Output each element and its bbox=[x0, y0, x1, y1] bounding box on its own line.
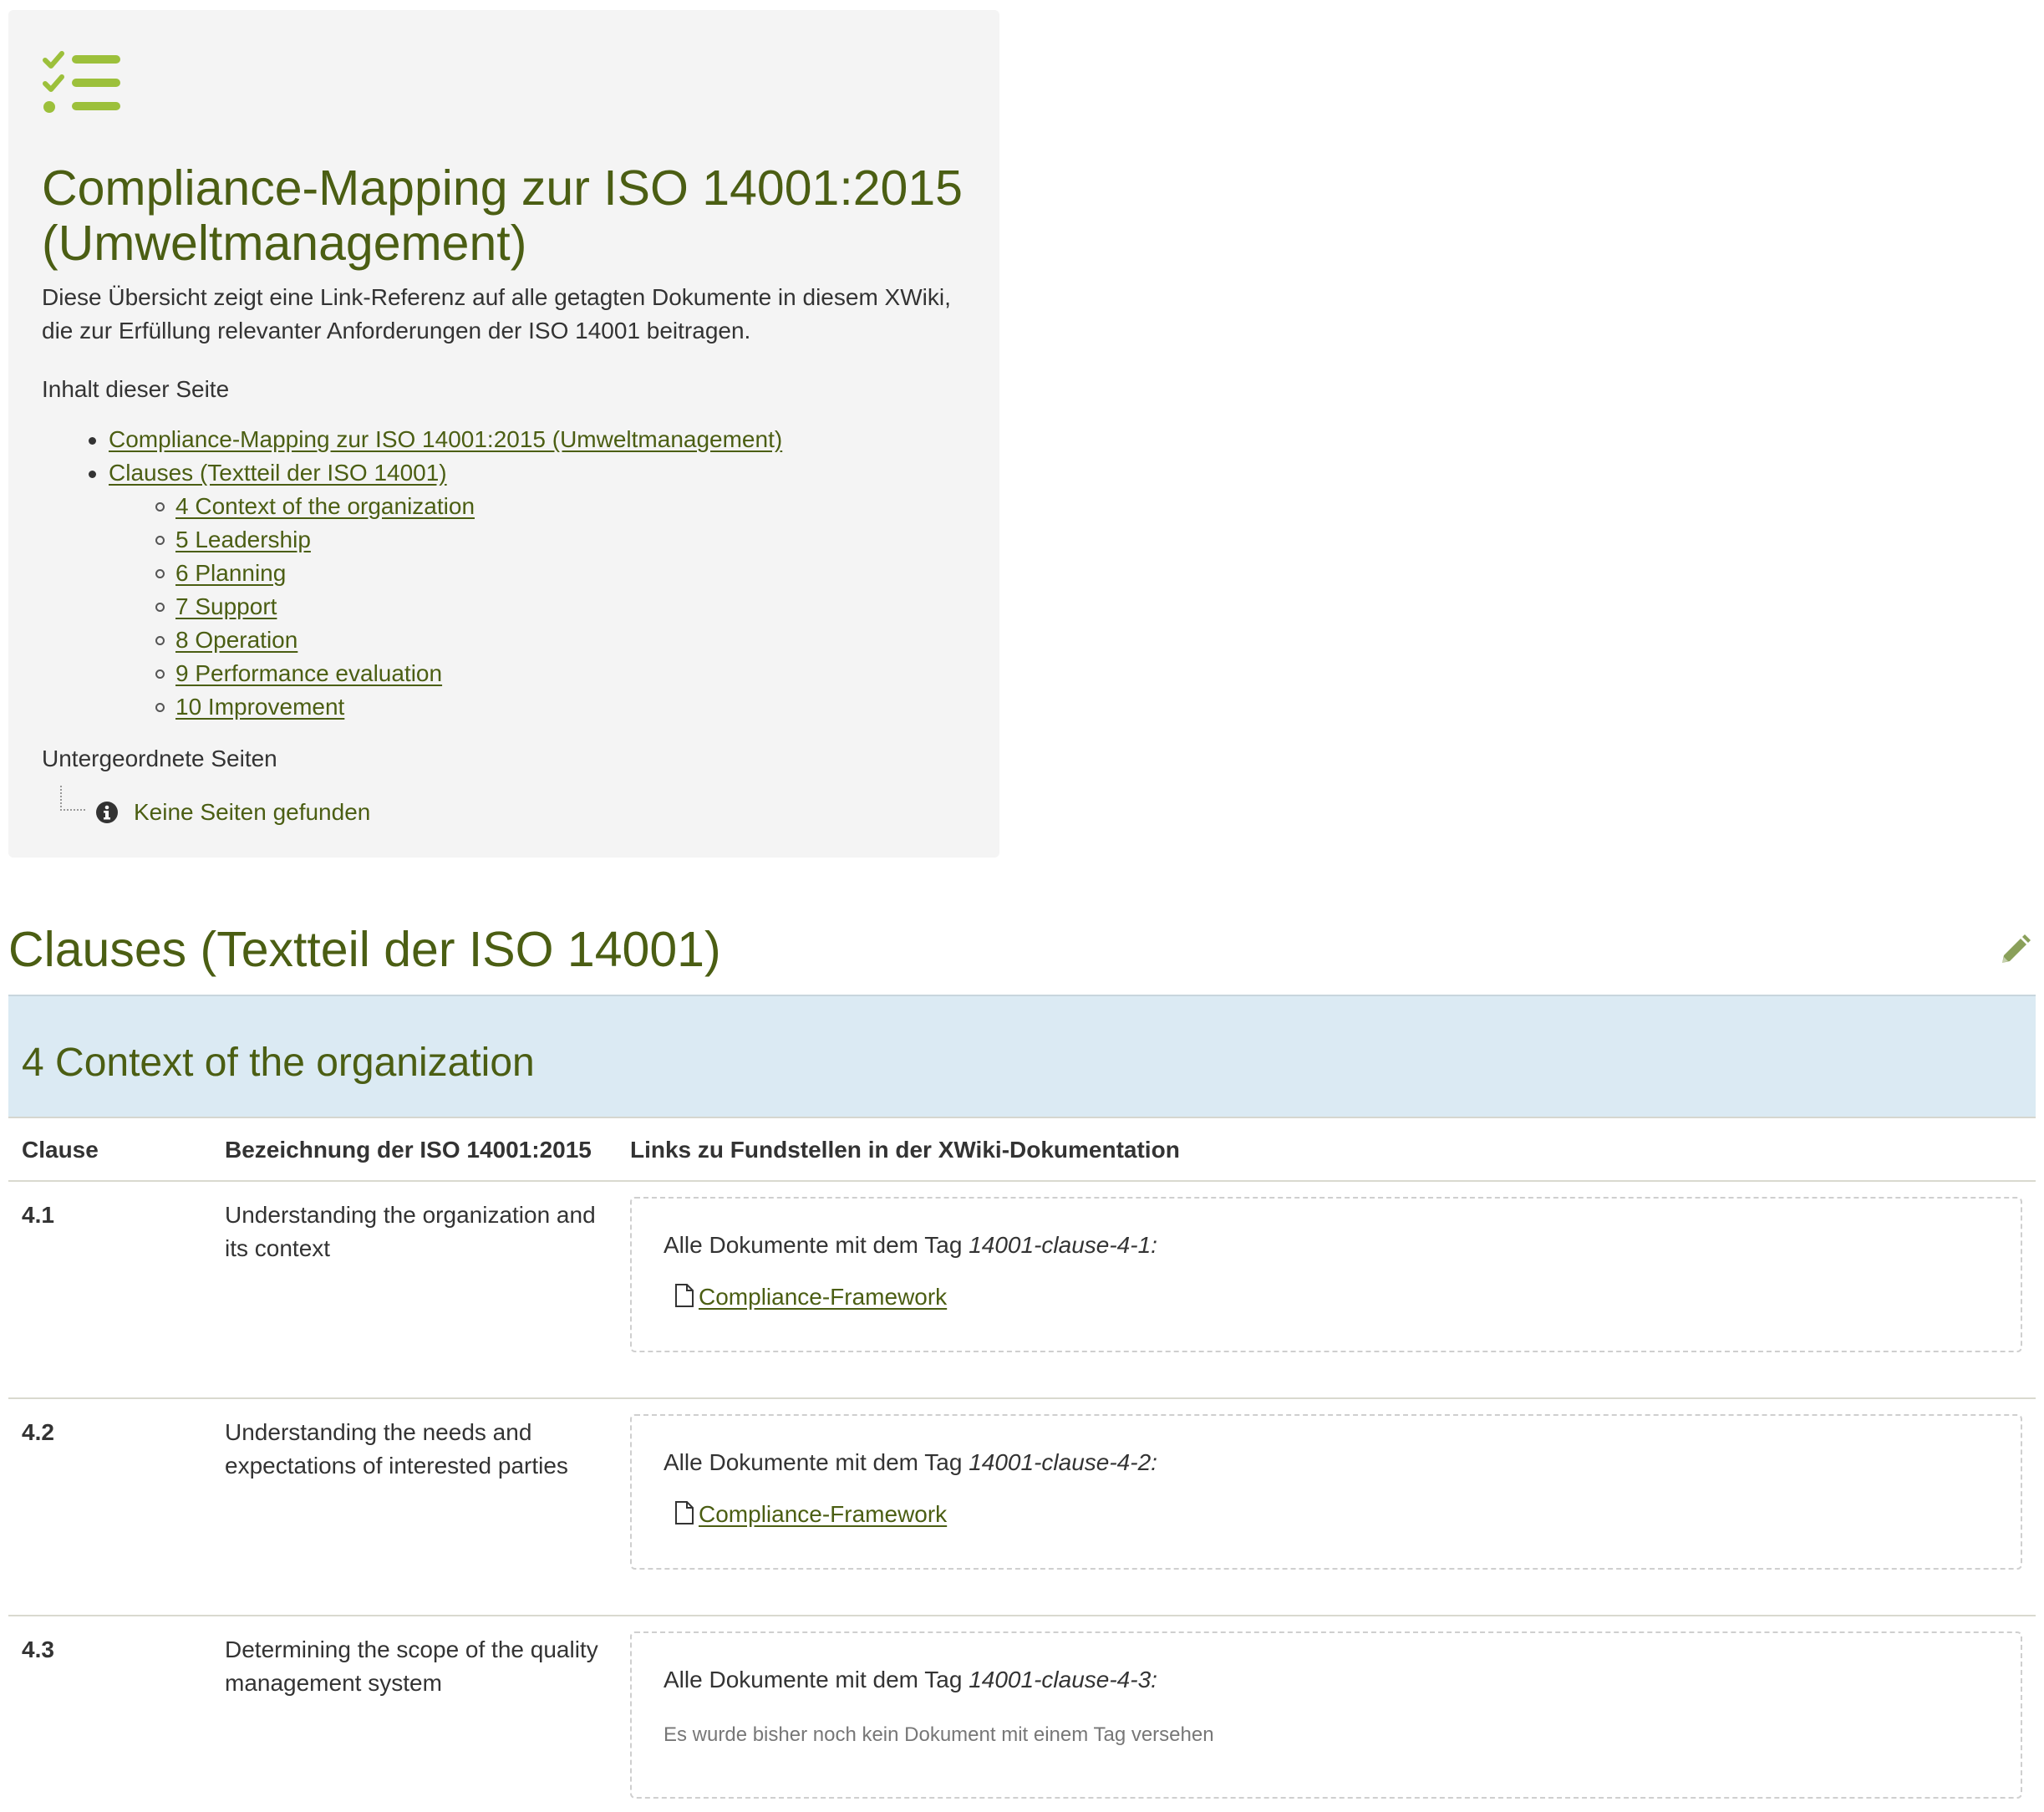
clause-number: 4.1 bbox=[22, 1202, 54, 1228]
page-description: Diese Übersicht zeigt eine Link-Referenz auf alle getagten Dokumente in diesem XWiki, die zur Erfüllung relevanter Anforderungen der ISO 14001 beitragen. bbox=[42, 284, 951, 344]
document-icon bbox=[674, 1283, 695, 1308]
toc-sublist bbox=[109, 490, 782, 724]
no-tagged-documents-message: Es wurde bisher noch kein Dokument mit einem Tag versehen bbox=[664, 1723, 1214, 1746]
clause-name: Understanding the needs and expectations of interested parties bbox=[225, 1419, 568, 1479]
tag-prefix: Alle Dokumente mit dem Tag bbox=[664, 1667, 963, 1692]
table-row bbox=[8, 1397, 2036, 1616]
toc-link-support[interactable]: 7 Support bbox=[175, 593, 277, 619]
checklist-icon bbox=[42, 48, 122, 124]
toc-subitem bbox=[42, 523, 782, 557]
document-icon bbox=[674, 1500, 695, 1525]
toc-subitem bbox=[42, 490, 782, 523]
tag-prefix: Alle Dokumente mit dem Tag bbox=[664, 1449, 963, 1475]
toc-link-operation[interactable]: 8 Operation bbox=[175, 627, 298, 653]
table-row bbox=[8, 1615, 2036, 1812]
document-link[interactable]: Compliance-Framework bbox=[699, 1284, 948, 1310]
tagged-documents-box bbox=[630, 1197, 2022, 1352]
info-icon bbox=[95, 801, 119, 824]
tree-connector bbox=[60, 786, 85, 811]
clauses-heading: Clauses (Textteil der ISO 14001) bbox=[8, 922, 721, 977]
pencil-edit-icon[interactable] bbox=[1997, 933, 2032, 968]
toc-subitem bbox=[42, 624, 782, 657]
no-pages-message: Keine Seiten gefunden bbox=[134, 799, 371, 825]
tag-line bbox=[664, 1663, 1157, 1697]
section-title-context: 4 Context of the organization bbox=[22, 1041, 535, 1085]
toc-link-compliance-mapping[interactable]: Compliance-Mapping zur ISO 14001:2015 (Umweltmanagement) bbox=[109, 426, 783, 452]
tagged-documents-box bbox=[630, 1414, 2022, 1570]
tag-name: 14001-clause-4-3: bbox=[969, 1667, 1157, 1692]
tag-name: 14001-clause-4-2: bbox=[969, 1449, 1157, 1475]
document-link-item bbox=[674, 1498, 947, 1531]
toc-heading: Inhalt dieser Seite bbox=[42, 376, 230, 402]
toc-item bbox=[42, 423, 782, 456]
toc-link-context[interactable]: 4 Context of the organization bbox=[175, 493, 475, 519]
section-band-context bbox=[8, 995, 2036, 1118]
tag-prefix: Alle Dokumente mit dem Tag bbox=[664, 1232, 963, 1258]
toc-link-planning[interactable]: 6 Planning bbox=[175, 560, 287, 586]
clause-name: Understanding the organization and its context bbox=[225, 1202, 596, 1261]
toc-link-leadership[interactable]: 5 Leadership bbox=[175, 527, 311, 552]
table-row bbox=[8, 1180, 2036, 1399]
document-link[interactable]: Compliance-Framework bbox=[699, 1501, 948, 1527]
toc-subitem bbox=[42, 590, 782, 624]
toc-link-improvement[interactable]: 10 Improvement bbox=[175, 694, 345, 720]
clause-name: Determining the scope of the quality management system bbox=[225, 1636, 598, 1696]
tagged-documents-box bbox=[630, 1631, 2022, 1799]
column-header-clause: Clause bbox=[22, 1137, 99, 1163]
table-of-contents bbox=[42, 423, 782, 724]
toc-subitem bbox=[42, 557, 782, 590]
document-link-item bbox=[674, 1280, 947, 1314]
toc-link-performance-evaluation[interactable]: 9 Performance evaluation bbox=[175, 660, 443, 686]
toc-subitem bbox=[42, 657, 782, 690]
tag-line bbox=[664, 1446, 1157, 1479]
child-pages-heading: Untergeordnete Seiten bbox=[42, 746, 277, 771]
column-header-designation: Bezeichnung der ISO 14001:2015 bbox=[225, 1137, 592, 1163]
column-header-links: Links zu Fundstellen in der XWiki-Dokumentation bbox=[630, 1137, 1180, 1163]
intro-box bbox=[8, 10, 999, 858]
toc-item bbox=[42, 456, 782, 724]
clause-number: 4.3 bbox=[22, 1636, 54, 1662]
clause-number: 4.2 bbox=[22, 1419, 54, 1445]
toc-subitem bbox=[42, 690, 782, 724]
tag-line bbox=[664, 1229, 1157, 1262]
tag-name: 14001-clause-4-1: bbox=[969, 1232, 1157, 1258]
table-header bbox=[8, 1118, 2036, 1182]
toc-link-clauses[interactable]: Clauses (Textteil der ISO 14001) bbox=[109, 460, 447, 486]
page-title: Compliance-Mapping zur ISO 14001:2015 (Umweltmanagement) bbox=[42, 160, 963, 271]
